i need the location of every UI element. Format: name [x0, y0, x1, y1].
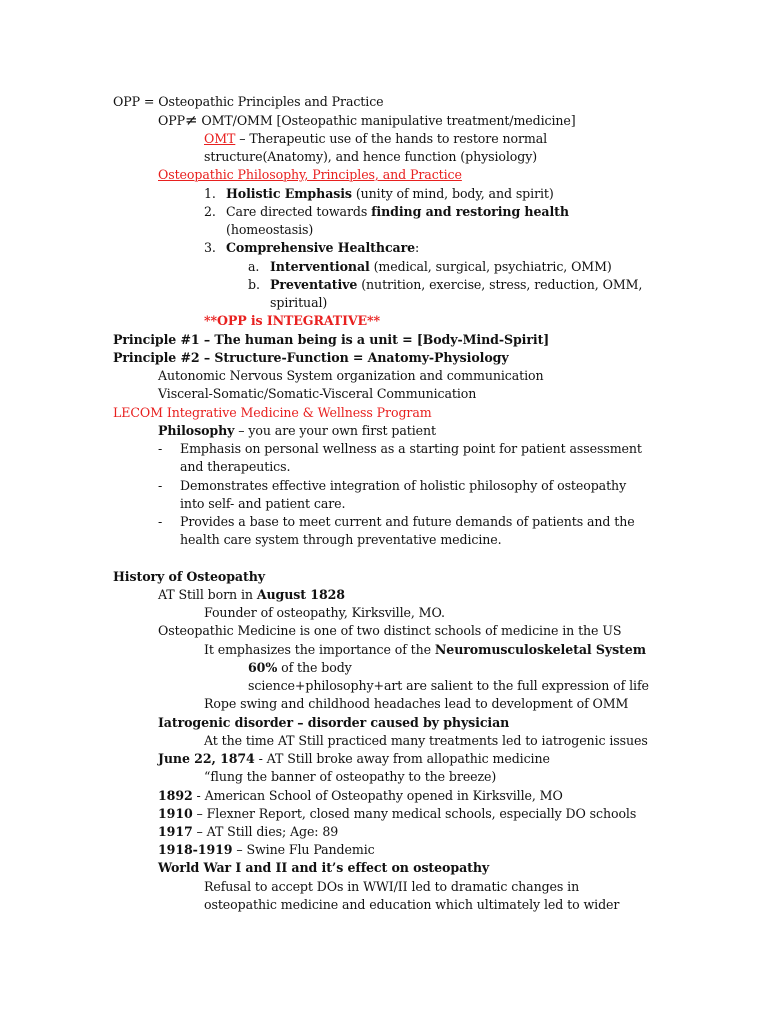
list-item-1: 1. Holistic Emphasis (unity of mind, body, and spirit)	[204, 186, 554, 201]
bullet-personal-wellness: - Emphasis on personal wellness as a starting point for patient assessment	[158, 441, 642, 456]
heading-osteopathic-philosophy[interactable]: Osteopathic Philosophy, Principles, and Practice	[158, 167, 462, 182]
line-refusal-dos-cont: osteopathic medicine and education which ultimately led to wider	[204, 897, 620, 912]
list-item-3b-cont: spiritual)	[270, 295, 328, 310]
list-item-2-cont: (homeostasis)	[226, 222, 314, 237]
line-science-philosophy-art: science+philosophy+art are salient to the full expression of life	[248, 678, 649, 693]
omt-link[interactable]: OMT	[204, 131, 236, 146]
bullet-base-demands: - Provides a base to meet current and future demands of patients and the	[158, 514, 635, 529]
line-iatrogenic-disorder: Iatrogenic disorder – disorder caused by physician	[158, 715, 510, 730]
heading-lecom-program: LECOM Integrative Medicine & Wellness Program	[113, 405, 432, 420]
line-visceral-somatic: Visceral-Somatic/Somatic-Visceral Communication	[158, 386, 477, 401]
line-flung-banner: “flung the banner of osteopathy to the breeze)	[204, 769, 497, 784]
line-iatrogenic-issues: At the time AT Still practiced many treatments led to iatrogenic issues	[204, 733, 648, 748]
line-philosophy: Philosophy – you are your own first patient	[158, 423, 437, 438]
line-two-schools: Osteopathic Medicine is one of two distinct schools of medicine in the US	[158, 623, 622, 638]
line-june-1874: June 22, 1874 - AT Still broke away from allopathic medicine	[158, 751, 550, 766]
line-rope-swing: Rope swing and childhood headaches lead to development of OMM	[204, 696, 629, 711]
line-opp-not-omt: OPP≠ OMT/OMM [Osteopathic manipulative treatment/medicine]	[158, 111, 576, 129]
bullet-base-demands-cont: health care system through preventative medicine.	[180, 532, 502, 547]
line-world-war: World War I and II and it’s effect on osteopathy	[158, 860, 490, 875]
bullet-holistic-integration: - Demonstrates effective integration of holistic philosophy of osteopathy	[158, 478, 627, 493]
line-1910: 1910 – Flexner Report, closed many medical schools, especially DO schools	[158, 806, 637, 821]
line-at-still-born: AT Still born in August 1828	[158, 587, 345, 602]
list-item-2: 2. Care directed towards finding and restoring health	[204, 204, 569, 219]
not-equal-symbol: ≠	[184, 111, 198, 129]
principle-1: Principle #1 – The human being is a unit = [Body-Mind-Spirit]	[113, 332, 550, 347]
list-item-3b: b. Preventative (nutrition, exercise, stress, reduction, OMM,	[248, 277, 643, 292]
line-ans-organization: Autonomic Nervous System organization and communication	[158, 368, 544, 383]
line-1917: 1917 – AT Still dies; Age: 89	[158, 824, 339, 839]
heading-history: History of Osteopathy	[113, 569, 265, 584]
line-nms-emphasis: It emphasizes the importance of the Neuromusculoskeletal System	[204, 642, 646, 657]
line-60-percent: 60% of the body	[248, 660, 352, 675]
line-1918-1919: 1918-1919 – Swine Flu Pandemic	[158, 842, 375, 857]
list-item-3: 3. Comprehensive Healthcare:	[204, 240, 420, 255]
list-item-3a: a. Interventional (medical, surgical, psychiatric, OMM)	[248, 259, 612, 274]
bullet-personal-wellness-cont: and therapeutics.	[180, 459, 291, 474]
opp-integrative-note: **OPP is INTEGRATIVE**	[204, 313, 381, 328]
principle-2: Principle #2 – Structure-Function = Anatomy-Physiology	[113, 350, 509, 365]
line-founder: Founder of osteopathy, Kirksville, MO.	[204, 605, 445, 620]
line-refusal-dos: Refusal to accept DOs in WWI/II led to dramatic changes in	[204, 879, 580, 894]
line-omt-definition-cont: structure(Anatomy), and hence function (physiology)	[204, 149, 538, 164]
line-opp-definition: OPP = Osteopathic Principles and Practice	[113, 94, 384, 109]
line-1892: 1892 - American School of Osteopathy opened in Kirksville, MO	[158, 788, 563, 803]
line-omt-definition: OMT – Therapeutic use of the hands to restore normal	[204, 131, 548, 146]
bullet-holistic-integration-cont: into self- and patient care.	[180, 496, 346, 511]
